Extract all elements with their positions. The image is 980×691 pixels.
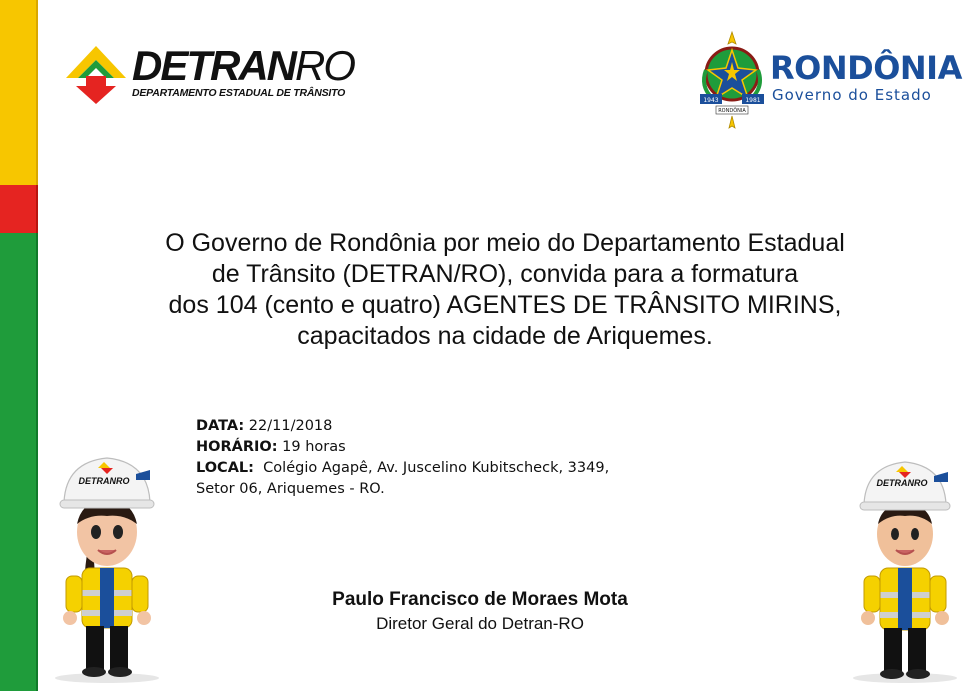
mascot-girl-illustration (52, 440, 162, 685)
detran-wordmark: DETRANRO (132, 42, 354, 89)
invitation-text (100, 228, 910, 352)
invitation-line: de Trânsito (DETRAN/RO), convida para a formatura (211, 260, 799, 288)
place-value: Colégio Agapê, Av. Juscelino Kubitscheck, 3349, (253, 460, 610, 476)
detran-subtitle: DEPARTAMENTO ESTADUAL DE TRÂNSITO (132, 87, 346, 99)
mascot-girl (52, 440, 162, 685)
stripe-green (0, 233, 38, 691)
place-row-continued: Setor 06, Ariquemes - RO. (196, 481, 385, 497)
stripe-red (0, 185, 38, 233)
time-value: 19 horas (277, 439, 346, 455)
event-details (196, 416, 609, 500)
invitation-line: dos 104 (cento e quatro) AGENTES DE TRÂNSITO MIRINS, (168, 291, 842, 319)
seal-year-left: 1943 (703, 97, 719, 104)
place-label: LOCAL: (196, 460, 254, 476)
mascot-boy (850, 446, 960, 686)
date-label: DATA: (196, 418, 245, 434)
time-label: HORÁRIO: (196, 439, 278, 455)
detran-logo (62, 40, 354, 106)
signatory-role: Diretor Geral do Detran-RO (376, 614, 584, 633)
side-color-stripe (0, 0, 38, 691)
date-row (196, 416, 609, 437)
signature-block (250, 588, 710, 636)
stripe-yellow (0, 0, 38, 185)
signatory-name: Paulo Francisco de Moraes Mota (332, 589, 628, 610)
mascot-boy-illustration (850, 446, 960, 686)
time-row (196, 437, 609, 458)
rondonia-title: RONDÔNIA (770, 49, 962, 87)
invitation-line: capacitados na cidade de Ariquemes. (297, 322, 713, 350)
helmet-label: DETRANRO (876, 478, 928, 488)
place-row (196, 458, 609, 479)
date-value: 22/11/2018 (244, 418, 333, 434)
seal-banner: RONDÔNIA (718, 108, 746, 114)
helmet-label: DETRANRO (78, 476, 130, 486)
rondonia-logo (696, 30, 962, 130)
invitation-line: O Governo de Rondônia por meio do Departamento Estadual (165, 229, 845, 257)
detran-arrow-icon (62, 40, 140, 106)
rondonia-seal-icon (696, 30, 768, 130)
rondonia-subtitle: Governo do Estado (772, 86, 932, 104)
seal-year-right: 1981 (745, 97, 761, 104)
